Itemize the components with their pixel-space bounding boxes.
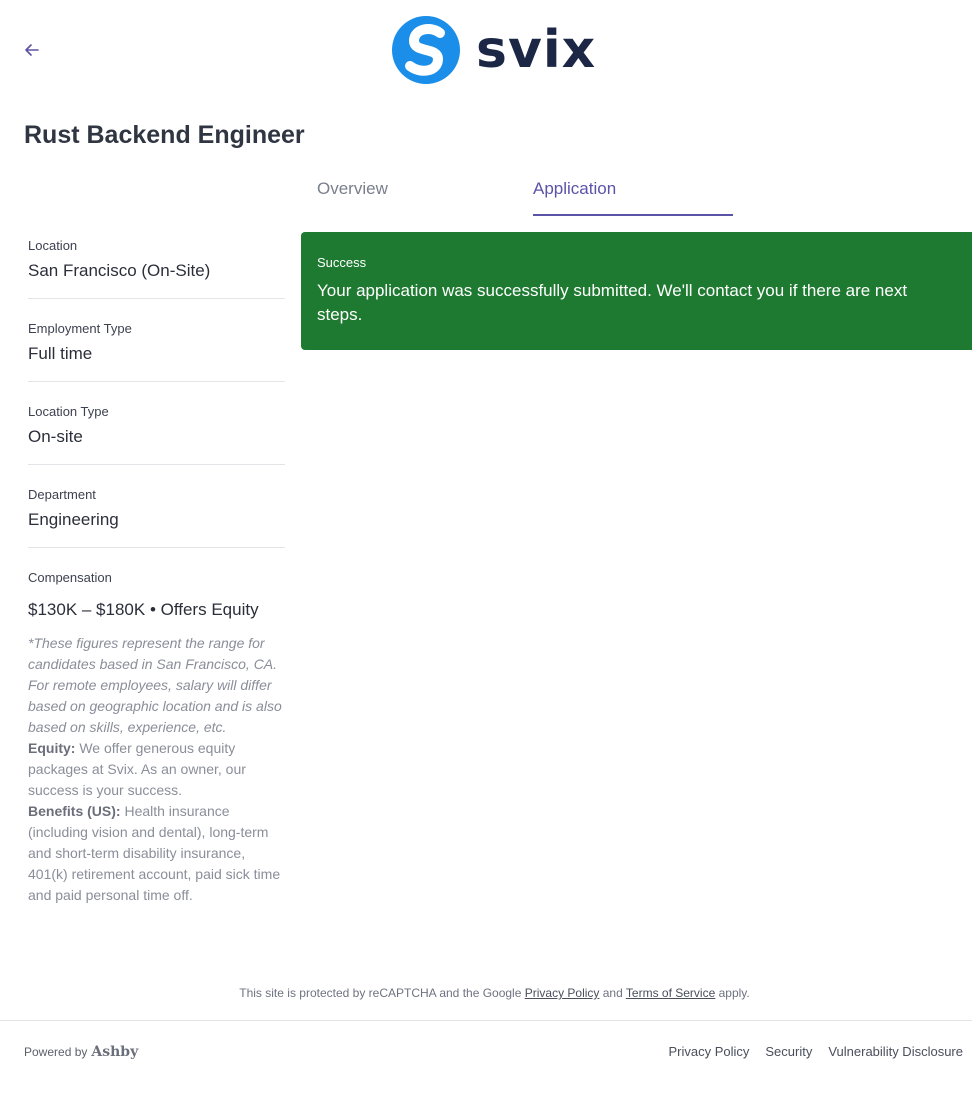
compensation-note: *These figures represent the range for candidates based in San Francisco, CA. For remote employees, salary will differ based on geographic location and is also based on skills, experience, etc. bbox=[28, 635, 282, 735]
tab-bar bbox=[301, 170, 972, 216]
back-button[interactable] bbox=[20, 38, 44, 62]
company-logo bbox=[392, 16, 596, 84]
location-label: Location bbox=[28, 238, 78, 253]
footer-links bbox=[668, 1044, 963, 1059]
recaptcha-privacy-link[interactable]: Privacy Policy bbox=[524, 986, 600, 1000]
job-title: Rust Backend Engineer bbox=[24, 121, 305, 149]
tab-application[interactable]: Application bbox=[533, 170, 733, 216]
arrow-left-icon bbox=[20, 38, 44, 62]
benefits-text: Health insurance (including vision and dental), long-term and short-term disability insurance, 401(k) retirement account, paid sick time and paid personal time off. bbox=[28, 803, 281, 903]
compensation-label: Compensation bbox=[28, 570, 112, 585]
ashby-logo: Ashby bbox=[91, 1044, 139, 1060]
svix-logo-icon bbox=[392, 16, 460, 84]
tab-overview[interactable]: Overview bbox=[317, 179, 388, 198]
footer-divider bbox=[0, 1020, 972, 1021]
employment-type-label: Employment Type bbox=[28, 321, 132, 336]
department-field bbox=[28, 483, 285, 548]
compensation-field bbox=[28, 566, 285, 923]
recaptcha-terms-link[interactable]: Terms of Service bbox=[625, 986, 716, 1000]
location-type-field bbox=[28, 400, 285, 465]
department-value: Engineering bbox=[28, 510, 119, 529]
benefits-paragraph bbox=[28, 801, 285, 906]
location-value: San Francisco (On-Site) bbox=[28, 261, 211, 280]
location-type-value: On-site bbox=[28, 427, 83, 446]
powered-by-label: Powered by bbox=[24, 1045, 88, 1059]
recaptcha-prefix: This site is protected by reCAPTCHA and the Google bbox=[239, 986, 525, 1000]
recaptcha-notice bbox=[0, 986, 972, 1000]
success-title: Success bbox=[317, 255, 367, 270]
footer-security-link[interactable]: Security bbox=[765, 1044, 813, 1059]
equity-text: We offer generous equity packages at Svix. As an owner, our success is your success. bbox=[28, 740, 246, 798]
equity-paragraph bbox=[28, 738, 285, 801]
success-message: Your application was successfully submitted. We'll contact you if there are next steps. bbox=[317, 281, 908, 324]
location-type-label: Location Type bbox=[28, 404, 109, 419]
footer-privacy-link[interactable]: Privacy Policy bbox=[668, 1044, 750, 1059]
department-label: Department bbox=[28, 487, 96, 502]
logo-text: svix bbox=[476, 20, 597, 80]
footer-vulnerability-link[interactable]: Vulnerability Disclosure bbox=[828, 1044, 963, 1059]
benefits-title: Benefits (US): bbox=[28, 803, 121, 819]
recaptcha-and: and bbox=[599, 986, 626, 1000]
employment-type-value: Full time bbox=[28, 344, 93, 363]
powered-by[interactable] bbox=[24, 1044, 138, 1060]
compensation-value: $130K – $180K • Offers Equity bbox=[28, 600, 259, 619]
equity-title: Equity: bbox=[28, 740, 76, 756]
job-details-sidebar bbox=[28, 234, 285, 923]
recaptcha-suffix: apply. bbox=[715, 986, 750, 1000]
location-field bbox=[28, 234, 285, 299]
success-alert bbox=[301, 232, 972, 350]
employment-type-field bbox=[28, 317, 285, 382]
